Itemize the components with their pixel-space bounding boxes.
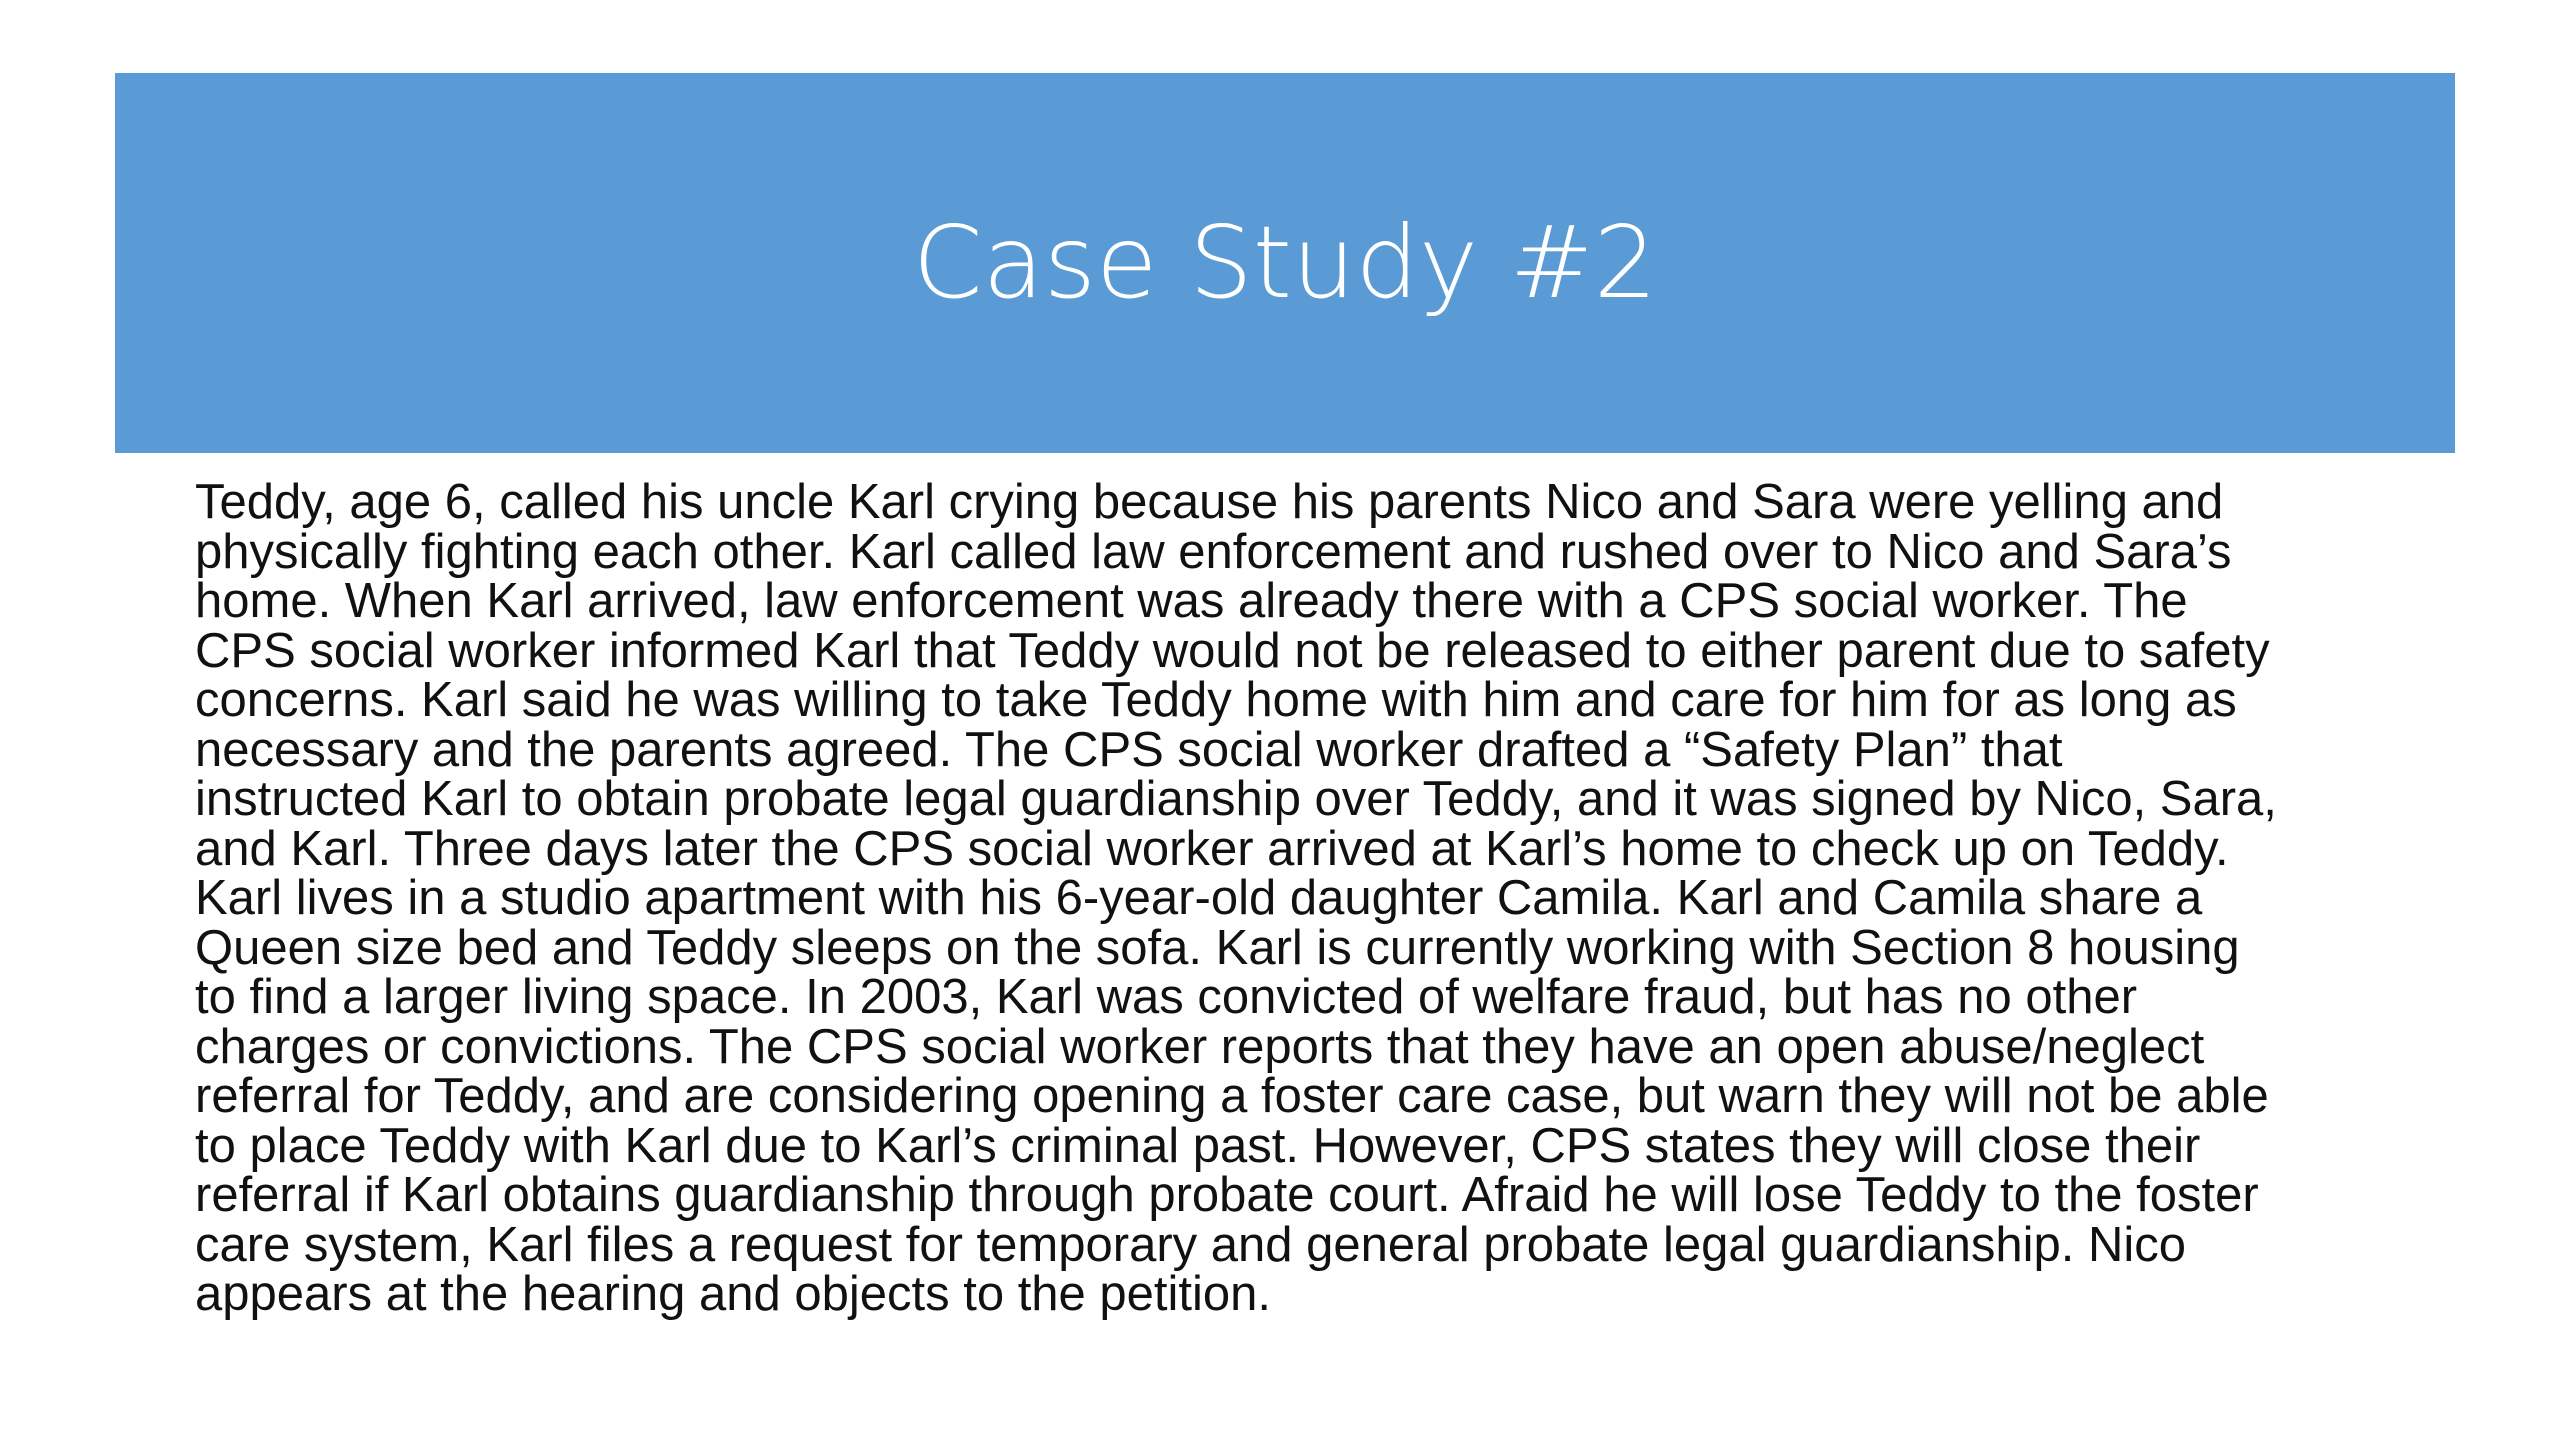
- title-banner: [115, 73, 2455, 453]
- body-line: to place Teddy with Karl due to Karl’s criminal past. However, CPS states they will close their: [195, 1118, 2201, 1173]
- body-line: home. When Karl arrived, law enforcement was already there with a CPS social worker. The: [195, 574, 2188, 628]
- body-line: physically fighting each other. Karl called law enforcement and rushed over to Nico and Sara’s: [195, 524, 2232, 579]
- body-line: referral for Teddy, and are considering opening a foster care case, but warn they will not be able: [195, 1069, 2269, 1123]
- body-line: care system, Karl files a request for temporary and general probate legal guardianship. Nico: [195, 1217, 2186, 1272]
- body-line: Queen size bed and Teddy sleeps on the sofa. Karl is currently working with Section 8 housing: [195, 920, 2240, 975]
- body-line: instructed Karl to obtain probate legal guardianship over Teddy, and it was signed by Nico, Sara,: [195, 772, 2277, 826]
- slide-title: Case Study #2: [912, 204, 1658, 321]
- body-line: referral if Karl obtains guardianship through probate court. Afraid he will lose Teddy to the foster: [195, 1168, 2259, 1222]
- body-line: necessary and the parents agreed. The CPS social worker drafted a “Safety Plan” that: [195, 722, 2063, 777]
- body-line: Teddy, age 6, called his uncle Karl crying because his parents Nico and Sara were yelling and: [195, 475, 2224, 529]
- body-line: appears at the hearing and objects to the petition.: [195, 1267, 1272, 1321]
- body-line: charges or convictions. The CPS social worker reports that they have an open abuse/neglect: [195, 1019, 2205, 1074]
- body-line: concerns. Karl said he was willing to take Teddy home with him and care for him for as long as: [195, 673, 2237, 727]
- body-line: CPS social worker informed Karl that Teddy would not be released to either parent due to safety: [195, 623, 2270, 678]
- body-line: to find a larger living space. In 2003, Karl was convicted of welfare fraud, but has no other: [195, 970, 2138, 1024]
- body-line: Karl lives in a studio apartment with his 6-year-old daughter Camila. Karl and Camila share a: [195, 871, 2203, 925]
- case-study-body: [195, 475, 2395, 1321]
- body-line: and Karl. Three days later the CPS social worker arrived at Karl’s home to check up on Teddy.: [195, 821, 2229, 876]
